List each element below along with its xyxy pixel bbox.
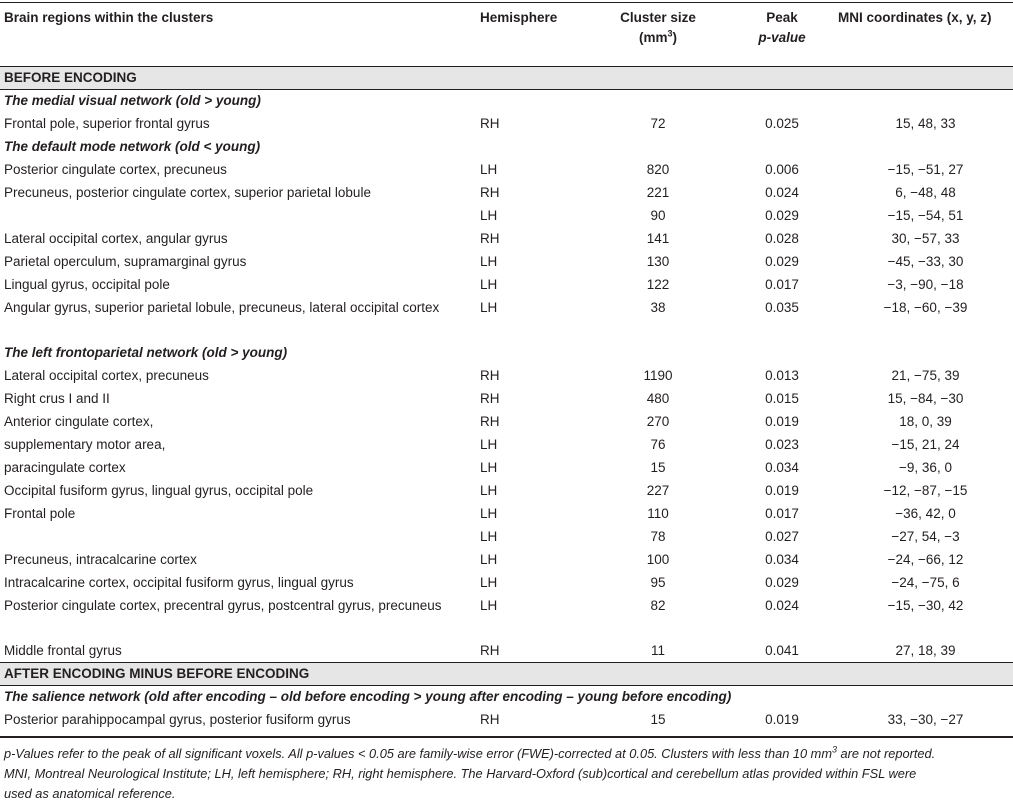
cell-size: 78 bbox=[650, 529, 666, 544]
cell-p: 0.028 bbox=[765, 231, 799, 246]
cell-hemisphere: LH bbox=[480, 483, 498, 498]
cell-size: 221 bbox=[646, 185, 670, 200]
table-bottom-rule bbox=[0, 736, 1013, 738]
cell-hemisphere: LH bbox=[480, 529, 498, 544]
cell-hemisphere: LH bbox=[480, 598, 498, 613]
subheading-text: The left frontoparietal network (old > young) bbox=[4, 345, 288, 360]
cell-mni: −36, 42, 0 bbox=[895, 506, 956, 521]
cell-region: Posterior cingulate cortex, precentral gyrus, postcentral gyrus, precuneus bbox=[4, 598, 442, 613]
header-peak-p bbox=[740, 8, 824, 48]
cell-size: 100 bbox=[646, 552, 670, 567]
cell-hemisphere: LH bbox=[480, 460, 498, 475]
cell-p: 0.029 bbox=[765, 254, 799, 269]
cell-size: 38 bbox=[650, 300, 666, 315]
cell-hemisphere: LH bbox=[480, 208, 498, 223]
footnote-line1-end: are not reported. bbox=[837, 746, 936, 761]
cell-p: 0.034 bbox=[765, 460, 799, 475]
cell-region: Anterior cingulate cortex, bbox=[4, 414, 154, 429]
cell-region: Lateral occipital cortex, precuneus bbox=[4, 368, 209, 383]
section-title: BEFORE ENCODING bbox=[4, 70, 137, 85]
cell-size: 480 bbox=[646, 391, 670, 406]
section-title: AFTER ENCODING MINUS BEFORE ENCODING bbox=[4, 666, 310, 681]
cell-hemisphere: RH bbox=[480, 116, 500, 131]
cell-region: Precuneus, intracalcarine cortex bbox=[4, 552, 197, 567]
cell-size: 110 bbox=[647, 506, 669, 521]
table-footnote bbox=[4, 744, 1009, 804]
cell-mni: −9, 36, 0 bbox=[899, 460, 952, 475]
header-brain-regions: Brain regions within the clusters bbox=[4, 10, 214, 25]
header-peak-line2: p-value bbox=[758, 30, 806, 45]
cell-region: Posterior cingulate cortex, precuneus bbox=[4, 162, 227, 177]
cell-p: 0.017 bbox=[765, 506, 799, 521]
cell-mni: 21, −75, 39 bbox=[891, 368, 960, 383]
cell-region: Intracalcarine cortex, occipital fusiform gyrus, lingual gyrus bbox=[4, 575, 354, 590]
cell-hemisphere: LH bbox=[480, 552, 498, 567]
cell-mni: −15, 21, 24 bbox=[891, 437, 960, 452]
cell-region: Occipital fusiform gyrus, lingual gyrus, occipital pole bbox=[4, 483, 314, 498]
cell-p: 0.006 bbox=[765, 162, 799, 177]
cell-region: Frontal pole, superior frontal gyrus bbox=[4, 116, 210, 131]
cell-mni: 15, −84, −30 bbox=[887, 391, 964, 406]
cell-size: 72 bbox=[650, 116, 666, 131]
cell-size: 76 bbox=[650, 437, 666, 452]
cell-size: 141 bbox=[646, 231, 670, 246]
cell-mni: 30, −57, 33 bbox=[891, 231, 960, 246]
cell-region: Lingual gyrus, occipital pole bbox=[4, 277, 170, 292]
cell-size: 227 bbox=[646, 483, 670, 498]
cell-size: 1190 bbox=[643, 368, 673, 383]
cell-mni: −12, −87, −15 bbox=[883, 483, 968, 498]
cell-p: 0.041 bbox=[765, 643, 799, 658]
cell-region: Precuneus, posterior cingulate cortex, superior parietal lobule bbox=[4, 185, 371, 200]
cell-p: 0.024 bbox=[765, 598, 799, 613]
subheading-text: The medial visual network (old > young) bbox=[4, 93, 261, 108]
footnote-line3: used as anatomical reference. bbox=[4, 786, 176, 801]
header-peak-line1: Peak bbox=[766, 10, 798, 25]
header-cluster-size-sup: 3 bbox=[667, 28, 673, 39]
cell-hemisphere: LH bbox=[480, 575, 498, 590]
header-cluster-size-end: ) bbox=[672, 30, 678, 45]
footnote-line1 bbox=[4, 744, 1009, 764]
footnote-line1-text: p-Values refer to the peak of all significant voxels. All p-values < 0.05 are family-wise error (FWE)-corrected at 0.05. Clusters with less than 10 mm bbox=[4, 746, 832, 761]
cell-mni: −15, −30, 42 bbox=[887, 598, 964, 613]
cell-p: 0.017 bbox=[765, 277, 799, 292]
header-cluster-size-line2: (mm bbox=[638, 30, 668, 45]
cell-size: 15 bbox=[650, 712, 666, 727]
cell-size: 95 bbox=[650, 575, 666, 590]
cell-size: 820 bbox=[646, 162, 670, 177]
cell-mni: −3, −90, −18 bbox=[887, 277, 964, 292]
cell-size: 15 bbox=[650, 460, 666, 475]
cell-region: Right crus I and II bbox=[4, 391, 110, 406]
cell-region: Posterior parahippocampal gyrus, posterior fusiform gyrus bbox=[4, 712, 351, 727]
cell-region: Middle frontal gyrus bbox=[4, 643, 122, 658]
cell-hemisphere: RH bbox=[480, 712, 500, 727]
header-cluster-size-line1: Cluster size bbox=[620, 10, 696, 25]
cell-mni: −27, 54, −3 bbox=[891, 529, 960, 544]
cell-size: 82 bbox=[650, 598, 666, 613]
footnote-sup: 3 bbox=[831, 744, 837, 755]
cell-size: 122 bbox=[646, 277, 670, 292]
cell-hemisphere: RH bbox=[480, 414, 500, 429]
cell-mni: 18, 0, 39 bbox=[899, 414, 952, 429]
cell-mni: −18, −60, −39 bbox=[883, 300, 968, 315]
footnote-line2: MNI, Montreal Neurological Institute; LH, left hemisphere; RH, right hemisphere. The Harvard-Oxford (sub)cortical and cerebellum atlas provided within FSL were bbox=[4, 766, 917, 781]
cell-hemisphere: RH bbox=[480, 643, 500, 658]
cell-size: 130 bbox=[646, 254, 670, 269]
cell-p: 0.034 bbox=[765, 552, 799, 567]
cell-region: Lateral occipital cortex, angular gyrus bbox=[4, 231, 228, 246]
cell-size: 11 bbox=[650, 643, 665, 658]
cell-hemisphere: LH bbox=[480, 437, 498, 452]
cell-region: Parietal operculum, supramarginal gyrus bbox=[4, 254, 247, 269]
cell-mni: 33, −30, −27 bbox=[887, 712, 964, 727]
cell-region: supplementary motor area, bbox=[4, 437, 166, 452]
cell-region: Frontal pole bbox=[4, 506, 76, 521]
cell-size: 270 bbox=[646, 414, 670, 429]
cell-hemisphere: LH bbox=[480, 254, 498, 269]
cell-p: 0.019 bbox=[765, 414, 799, 429]
header-hemisphere: Hemisphere bbox=[480, 10, 558, 25]
cell-mni: −24, −66, 12 bbox=[887, 552, 964, 567]
cell-p: 0.023 bbox=[765, 437, 799, 452]
cell-hemisphere: RH bbox=[480, 368, 500, 383]
cell-p: 0.024 bbox=[765, 185, 799, 200]
cell-p: 0.029 bbox=[765, 208, 799, 223]
cell-hemisphere: LH bbox=[480, 162, 498, 177]
cell-p: 0.013 bbox=[765, 368, 799, 383]
cell-p: 0.035 bbox=[765, 300, 799, 315]
cell-mni: −45, −33, 30 bbox=[887, 254, 964, 269]
cell-hemisphere: RH bbox=[480, 231, 500, 246]
header-cluster-size bbox=[613, 8, 703, 48]
cell-hemisphere: LH bbox=[480, 506, 498, 521]
cell-region: Angular gyrus, superior parietal lobule, precuneus, lateral occipital cortex bbox=[4, 300, 440, 315]
cell-mni: 27, 18, 39 bbox=[895, 643, 956, 658]
cell-region: paracingulate cortex bbox=[4, 460, 126, 475]
cell-hemisphere: RH bbox=[480, 185, 500, 200]
cell-p: 0.015 bbox=[765, 391, 799, 406]
cell-p: 0.019 bbox=[765, 483, 799, 498]
subheading-text: The default mode network (old < young) bbox=[4, 139, 261, 154]
cell-hemisphere: LH bbox=[480, 300, 498, 315]
cell-mni: −15, −51, 27 bbox=[887, 162, 964, 177]
cell-p: 0.029 bbox=[765, 575, 799, 590]
cell-hemisphere: RH bbox=[480, 391, 500, 406]
header-mni: MNI coordinates (x, y, z) bbox=[838, 10, 992, 25]
cell-mni: 6, −48, 48 bbox=[895, 185, 956, 200]
subheading-text: The salience network (old after encoding – old before encoding > young after encoding – young before encoding) bbox=[4, 689, 732, 704]
table-top-rule bbox=[0, 2, 1013, 3]
cell-p: 0.027 bbox=[765, 529, 799, 544]
cell-hemisphere: LH bbox=[480, 277, 498, 292]
cell-mni: 15, 48, 33 bbox=[895, 116, 956, 131]
cell-size: 90 bbox=[650, 208, 666, 223]
cell-p: 0.025 bbox=[765, 116, 799, 131]
cell-mni: −24, −75, 6 bbox=[891, 575, 960, 590]
cell-mni: −15, −54, 51 bbox=[887, 208, 964, 223]
cell-p: 0.019 bbox=[765, 712, 799, 727]
